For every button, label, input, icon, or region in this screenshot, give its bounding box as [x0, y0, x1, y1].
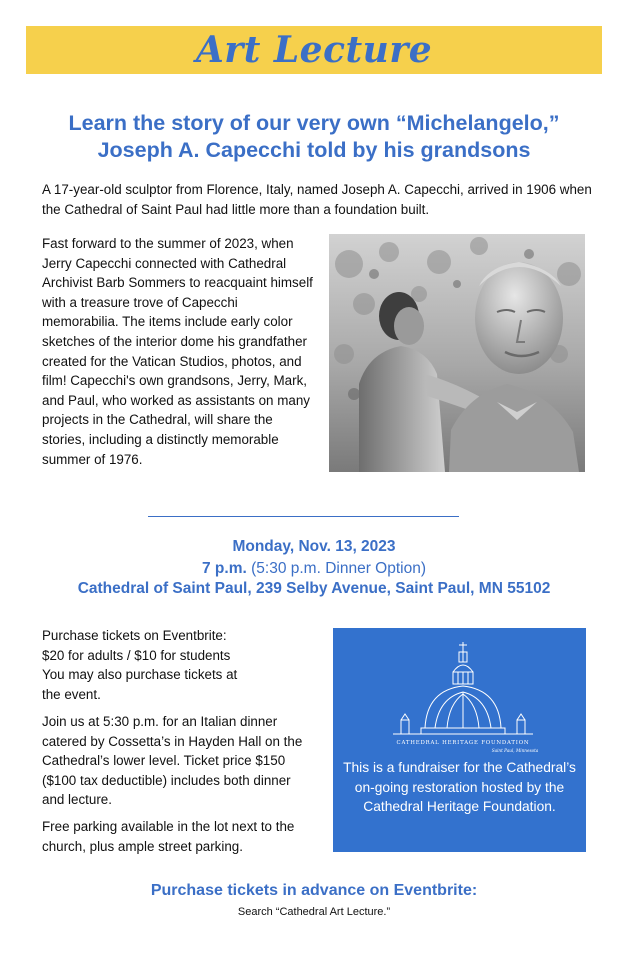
headline-line-1: Learn the story of our very own “Michelangelo,”: [68, 111, 560, 135]
section-divider: [148, 516, 459, 517]
ticket-line-2: $20 for adults / $10 for students: [42, 647, 231, 663]
cta-subtitle: Search “Cathedral Art Lecture.”: [237, 906, 391, 918]
historical-photo: [329, 234, 585, 472]
ticket-line-3: You may also purchase tickets at: [42, 667, 238, 683]
title-banner: [26, 26, 602, 74]
headline: [20, 110, 608, 164]
ticket-info: [42, 626, 312, 704]
intro-paragraph: A 17-year-old sculptor from Florence, Italy, named Joseph A. Capecchi, arrived in 1906 when the Cathedral of Saint Paul had little more than a foundation built.: [42, 182, 592, 217]
event-date: Monday, Nov. 13, 2023: [232, 538, 396, 555]
ticket-line-4: the event.: [42, 686, 101, 702]
sculptor-photo-image: [329, 234, 585, 472]
ticket-line-1: Purchase tickets on Eventbrite:: [42, 628, 227, 643]
fund-logo-title: CATHEDRAL HERITAGE FOUNDATION: [396, 740, 530, 746]
story-paragraph: Fast forward to the summer of 2023, when Jerry Capecchi connected with Cathedral Archivist Barb Sommers to reacquaint himself with a treasure trove of Capecchi memorabilia. The items include early color sketches of the interior dome his grandfather created for the Vatican Studios, photos, and film! Capecchi's own grandsons, Jerry, Mark, and Paul, who worked as assistants on many projects in the Cathedral, will share the stories, including a distinctly memorable summer of 1976.: [42, 236, 313, 467]
event-time: 7 p.m.: [202, 560, 247, 577]
cathedral-dome-logo-icon: [383, 636, 543, 754]
parking-info: Free parking available in the lot next to the church, plus ample street parking.: [42, 819, 295, 854]
event-dinner-option: (5:30 p.m. Dinner Option): [251, 560, 426, 577]
fundraiser-text: This is a fundraiser for the Cathedral’s on-going restoration hosted by the Cathedral Heritage Foundation.: [343, 760, 576, 814]
fund-logo-subtitle: Saint Paul, Minnesota: [491, 748, 539, 753]
banner-title: Art Lecture: [195, 29, 433, 71]
dinner-info: Join us at 5:30 p.m. for an Italian dinner catered by Cossetta’s in Hayden Hall on the Cathedral’s lower level. Ticket price $150 ($100 tax deductible) includes both dinner and lecture.: [42, 714, 303, 808]
headline-line-2: Joseph A. Capecchi told by his grandsons: [97, 138, 531, 162]
fundraiser-box: [333, 628, 586, 852]
cta-title: Purchase tickets in advance on Eventbrite:: [150, 882, 478, 899]
event-venue: Cathedral of Saint Paul, 239 Selby Avenue, Saint Paul, MN 55102: [77, 580, 551, 597]
event-time-line: [0, 560, 628, 578]
